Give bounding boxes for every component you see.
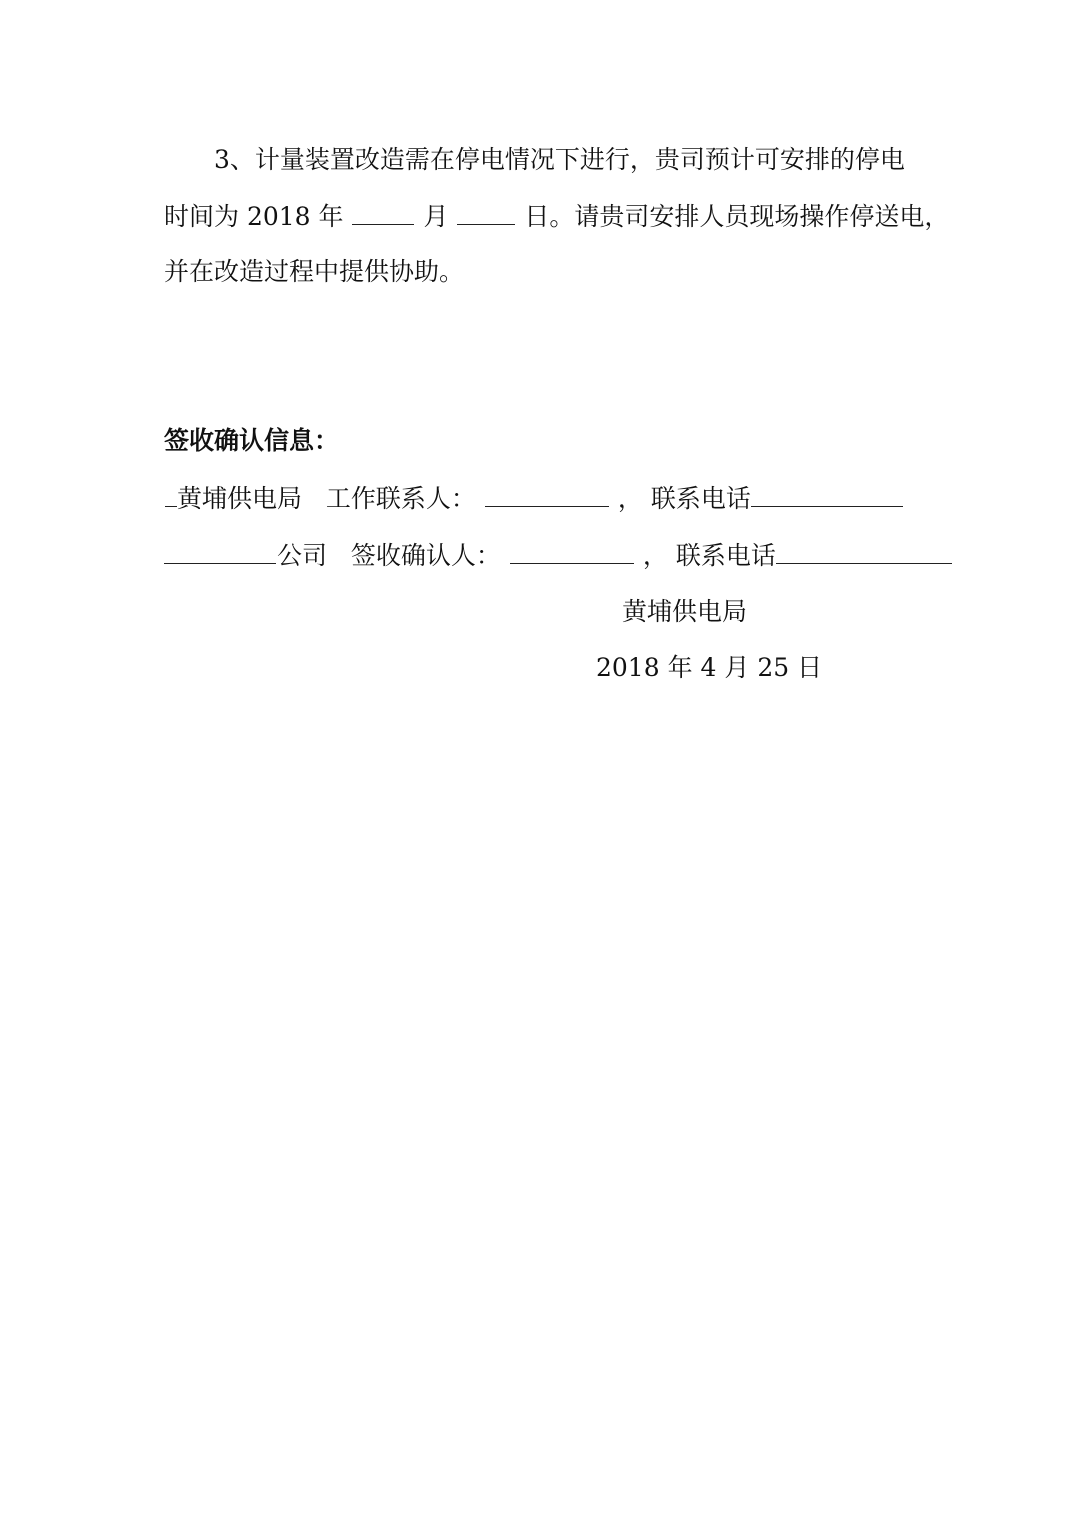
row2-confirm-blank (510, 539, 634, 564)
issue-date: 2018 年 4 月 25 日 (596, 653, 823, 682)
row2-confirm-label: 签收确认人： (350, 541, 501, 570)
item3-line3: 并在改造过程中提供协助。 (164, 257, 465, 286)
item3-line2-prefix: 时间为 2018 年 (164, 202, 344, 231)
row1-contact-label: 工作联系人： (325, 484, 476, 513)
item3-line2-month: 月 (423, 202, 449, 231)
row1-phone-label: 联系电话 (650, 484, 751, 513)
row2-comma: ， (642, 541, 668, 570)
row1-phone-blank (751, 482, 903, 507)
month-blank (352, 200, 414, 225)
signoff-row2 (164, 539, 953, 572)
signoff-heading: 签收确认信息： (164, 426, 340, 455)
item3-line2-day: 日。请贵司安排人员现场操作停送电， (524, 202, 950, 231)
row1-leading-blank (165, 482, 177, 507)
item3-line1: 3、计量装置改造需在停电情况下进行，贵司预计可安排的停电 (214, 145, 905, 174)
row2-org: 公司 (277, 541, 328, 570)
row1-org: 黄埔供电局 (177, 484, 303, 513)
row2-company-blank (164, 539, 276, 564)
day-blank (457, 200, 515, 225)
row2-phone-blank (776, 539, 952, 564)
signoff-row1 (164, 482, 904, 515)
item3-line2 (164, 200, 949, 233)
row2-phone-label: 联系电话 (675, 541, 776, 570)
row1-contact-blank (485, 482, 609, 507)
row1-comma: ， (617, 484, 643, 513)
issuer-name: 黄埔供电局 (622, 597, 748, 626)
